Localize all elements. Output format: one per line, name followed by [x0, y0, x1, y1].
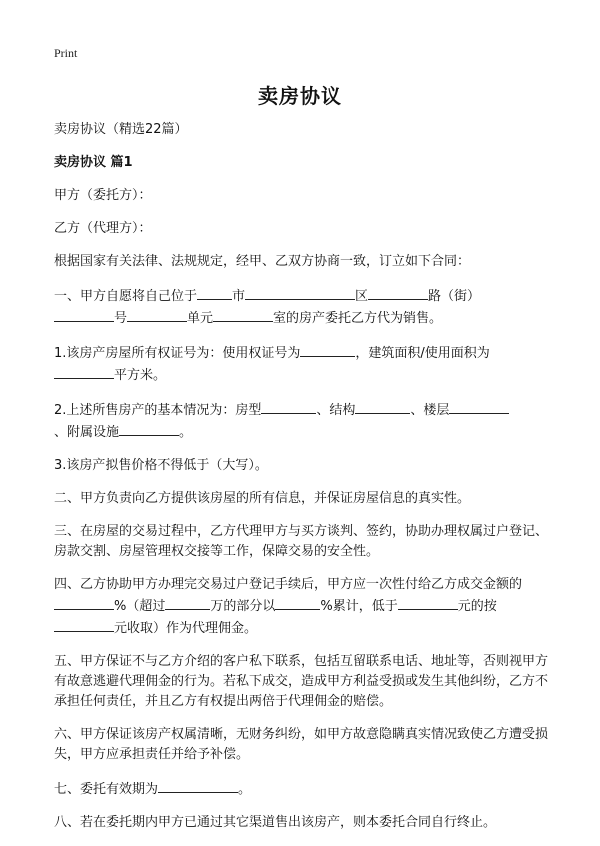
clause-1-text-b: 市 [232, 289, 246, 304]
party-b-line: 乙方（代理方）： [54, 221, 152, 236]
number-blank [54, 307, 114, 322]
section-heading: 卖房协议 篇1 [54, 155, 133, 170]
city-blank [197, 285, 232, 300]
facilities-blank [119, 421, 179, 436]
validity-blank [158, 778, 238, 793]
item-1 [54, 342, 554, 386]
item-1-text-c: 平方米。 [114, 368, 167, 383]
unit-blank [127, 307, 187, 322]
percent-blank [54, 595, 114, 610]
document-body [54, 120, 554, 846]
item-2-text-c: 、楼层 [410, 403, 450, 418]
clause-1-text-e: 号 [114, 311, 128, 326]
district-blank [245, 285, 355, 300]
party-a-line: 甲方（委托方）： [54, 188, 152, 203]
item-2-text-e: 。 [179, 425, 193, 440]
item-3: 3.该房产拟售价格不得低于（大写）。 [54, 458, 268, 473]
clause-4-text-b: %（超过 [114, 599, 166, 614]
item-2-text-b: 、结构 [316, 403, 356, 418]
clause-5: 五、甲方保证不与乙方介绍的客户私下联系，包括互留联系电话、地址等，否则视甲方有故意逃避代理佣金的行为。若私下成交，造成甲方利益受损或发生其他纠纷，乙方不承担任何责任，并且乙方有权提出两倍于代理佣金的赔偿。 [54, 654, 549, 709]
clause-1-text-d: 路（街） [428, 289, 481, 304]
item-1-text-b: ，建筑面积/使用面积为 [355, 346, 490, 361]
clause-2: 二、甲方负责向乙方提供该房屋的所有信息，并保证房屋信息的真实性。 [54, 491, 471, 506]
item-2-text-d: 、附属设施 [54, 425, 120, 440]
document-title: 卖房协议 [258, 84, 342, 108]
fixed-fee-blank [54, 617, 114, 632]
floor-blank [449, 399, 509, 414]
clause-4-text-a: 四、乙方协助甲方办理完交易过户登记手续后，甲方应一次性付给乙方成交金额的 [54, 577, 523, 592]
clause-1-text-f: 单元 [187, 311, 214, 326]
clause-4-text-e: 元的按 [457, 599, 497, 614]
clause-1-text-c: 区 [355, 289, 369, 304]
cumulative-percent-blank [275, 595, 320, 610]
threshold-blank [165, 595, 210, 610]
item-1-text-a: 1.该房产房屋所有权证号为：使用权证号为 [54, 346, 301, 361]
room-blank [213, 307, 273, 322]
clause-7-text-a: 七、委托有效期为 [54, 782, 159, 797]
certificate-blank [300, 342, 355, 357]
intro-paragraph: 根据国家有关法律、法规规定，经甲、乙双方协商一致，订立如下合同： [54, 254, 471, 269]
clause-8: 八、若在委托期内甲方已通过其它渠道售出该房产，则本委托合同自行终止。 [54, 815, 497, 830]
print-link[interactable]: Print [54, 46, 78, 60]
layout-blank [261, 399, 316, 414]
clause-4-text-f: 元收取）作为代理佣金。 [114, 621, 258, 636]
clause-6: 六、甲方保证该房产权属清晰，无财务纠纷，如甲方故意隐瞒真实情况致使乙方遭受损失，甲方应承担责任并给予补偿。 [54, 727, 549, 762]
clause-4-text-c: 万的部分以 [210, 599, 276, 614]
minimum-amount-blank [398, 595, 458, 610]
clause-4-text-d: %累计，低于 [320, 599, 398, 614]
clause-4 [54, 575, 554, 639]
clause-3: 三、在房屋的交易过程中，乙方代理甲方与买方谈判、签约，协助办理权属过户登记、房款交割、房屋管理权交接等工作，保障交易的安全性。 [54, 524, 549, 559]
clause-1 [54, 285, 554, 329]
clause-1-text-a: 一、甲方自愿将自己位于 [54, 289, 198, 304]
area-blank [54, 364, 114, 379]
structure-blank [355, 399, 410, 414]
item-2-text-a: 2.上述所售房产的基本情况为：房型 [54, 403, 262, 418]
road-blank [368, 285, 428, 300]
clause-1-text-g: 室的房产委托乙方代为销售。 [273, 311, 443, 326]
item-2 [54, 399, 554, 443]
document-subtitle: 卖房协议（精选22篇） [54, 122, 188, 137]
clause-7-text-b: 。 [238, 782, 252, 797]
clause-7 [54, 778, 554, 800]
